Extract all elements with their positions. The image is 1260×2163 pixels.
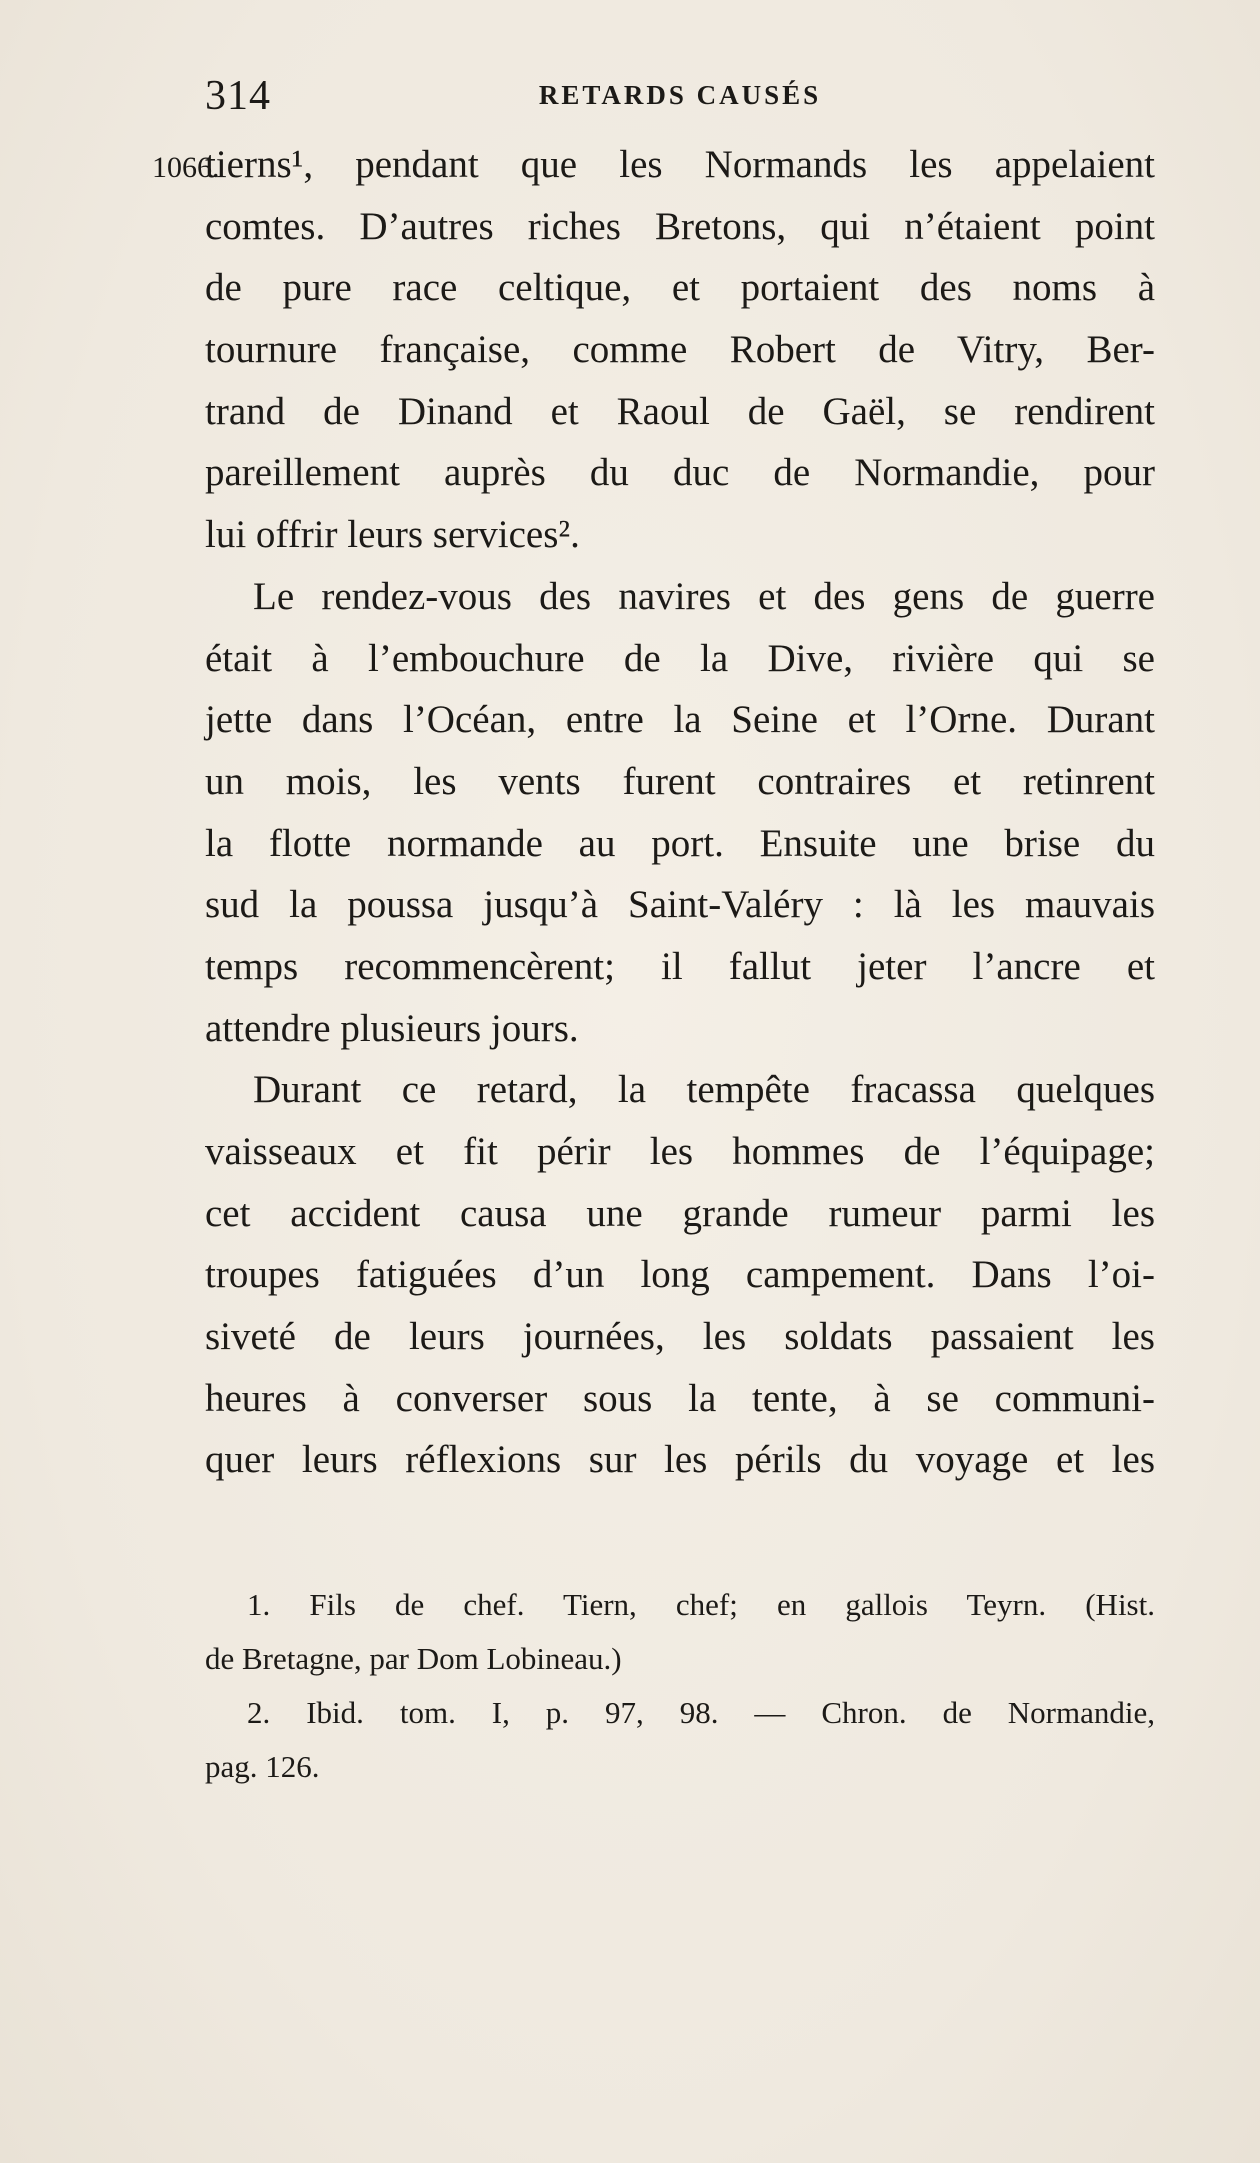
page-number: 314 xyxy=(205,73,271,119)
body-text xyxy=(205,134,1155,1491)
text-line: était à l’embouchure de la Dive, rivière qui se xyxy=(205,636,1155,680)
text-line: pareillement auprès du duc de Normandie, pour xyxy=(205,451,1155,495)
text-line: quer leurs réflexions sur les périls du voyage et les xyxy=(205,1438,1155,1482)
footnote-line: 1. Fils de chef. Tiern, chef; en gallois Teyrn. (Hist. xyxy=(247,1587,1155,1622)
page-header xyxy=(205,66,1155,126)
footnote-line: de Bretagne, par Dom Lobineau.) xyxy=(205,1641,622,1676)
footnote-line: pag. 126. xyxy=(205,1749,320,1784)
text-line: temps recommencèrent; il fallut jeter l’ancre et xyxy=(205,944,1155,988)
text-line: Le rendez-vous des navires et des gens de guerre xyxy=(253,574,1155,618)
text-line: jette dans l’Océan, entre la Seine et l’Orne. Durant xyxy=(205,698,1155,742)
text-line: sud la poussa jusqu’à Saint-Valéry : là les mauvais xyxy=(205,883,1155,927)
text-line: trand de Dinand et Raoul de Gaël, se rendirent xyxy=(205,389,1155,433)
text-line: vaisseaux et fit périr les hommes de l’équipage; xyxy=(205,1130,1155,1173)
text-line: tierns¹, pendant que les Normands les appelaient xyxy=(205,143,1155,186)
text-line: heures à converser sous la tente, à se communi- xyxy=(205,1376,1155,1420)
footnote-line: 2. Ibid. tom. I, p. 97, 98. — Chron. de Normandie, xyxy=(247,1695,1155,1730)
text-line: lui offrir leurs services². xyxy=(205,513,580,557)
footnotes xyxy=(205,1578,1155,1794)
text-line: comtes. D’autres riches Bretons, qui n’étaient point xyxy=(205,204,1155,248)
text-line: Durant ce retard, la tempête fracassa quelques xyxy=(253,1068,1155,1112)
text-line: cet accident causa une grande rumeur parmi les xyxy=(205,1191,1155,1235)
running-title: RETARDS CAUSÉS xyxy=(538,80,822,110)
margin-year-note: 1066. xyxy=(152,151,220,184)
text-line: troupes fatiguées d’un long campement. Dans l’oi- xyxy=(205,1253,1155,1297)
text-line: siveté de leurs journées, les soldats passaient les xyxy=(205,1315,1155,1359)
text-line: la flotte normande au port. Ensuite une brise du xyxy=(205,821,1155,865)
text-line: un mois, les vents furent contraires et retinrent xyxy=(205,759,1155,803)
text-line: tournure française, comme Robert de Vitry, Ber- xyxy=(205,328,1155,372)
text-line: attendre plusieurs jours. xyxy=(205,1006,579,1050)
text-line: de pure race celtique, et portaient des noms à xyxy=(205,266,1155,310)
